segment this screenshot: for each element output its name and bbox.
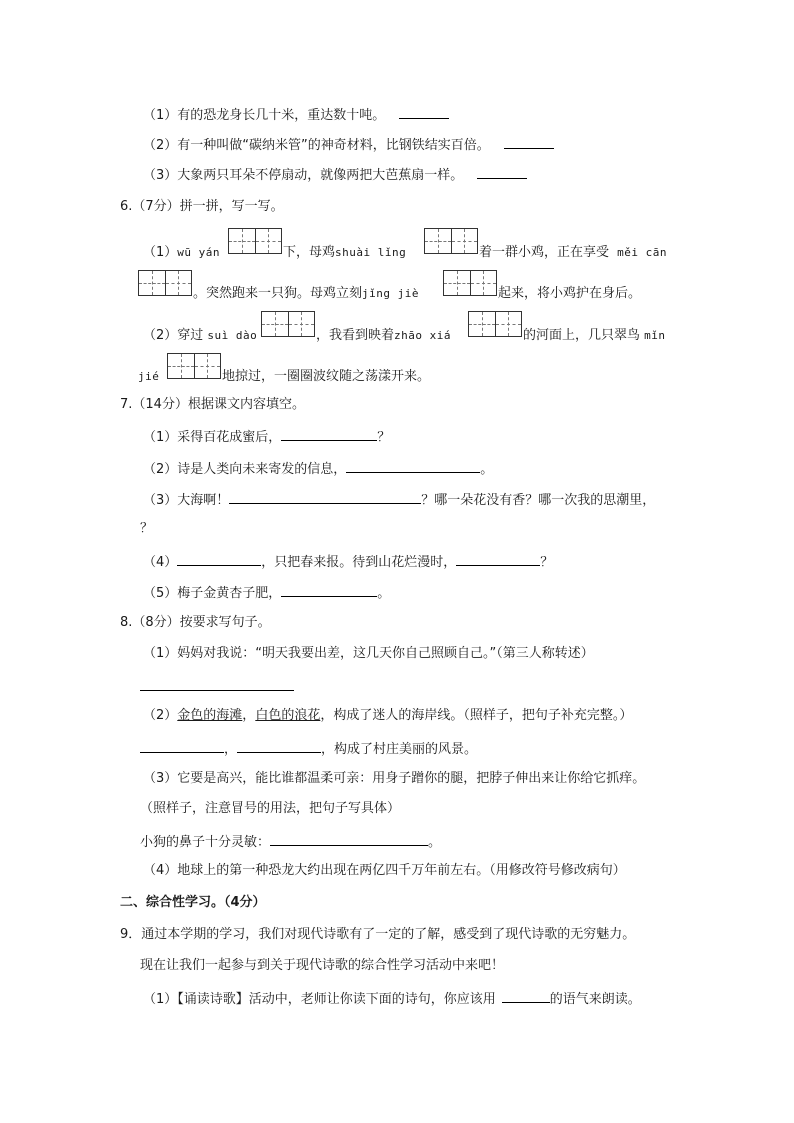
q6-header: 6.（7分）拼一拼，写一写。 [120,199,284,214]
answer-blank[interactable] [281,426,377,441]
write-grid[interactable] [138,270,192,296]
answer-blank[interactable] [456,551,540,566]
q5-item-1: （1）有的恐龙身长几十米，重达数十吨。 [143,104,449,125]
q8-header: 8.（8分）按要求写句子。 [120,615,271,630]
write-grid[interactable] [468,311,522,337]
answer-blank[interactable] [281,582,377,597]
q5-item-2: （2）有一种叫做“碳纳米管”的神奇材料，比钢铁结实百倍。 [143,134,554,155]
q6-line1: （1）wū yán [143,245,221,260]
answer-blank[interactable] [270,831,428,846]
answer-blank[interactable] [502,988,550,1003]
answer-blank[interactable] [177,551,261,566]
q7-header: 7.（14分）根据课文内容填空。 [120,397,305,412]
answer-blank[interactable] [477,164,527,179]
answer-blank[interactable] [346,458,480,473]
answer-blank[interactable] [229,489,421,504]
answer-blank[interactable] [504,134,554,149]
write-grid[interactable] [261,311,315,337]
write-grid[interactable] [167,353,221,379]
q5-item-3: （3）大象两只耳朵不停扇动，就像两把大芭蕉扇一样。 [143,164,527,185]
write-grid[interactable] [228,228,282,254]
answer-blank[interactable] [140,738,224,753]
write-grid[interactable] [424,228,478,254]
answer-blank[interactable] [399,104,449,119]
answer-blank[interactable] [140,676,294,691]
section-2-title: 二、综合性学习。（4分） [120,895,266,910]
answer-blank[interactable] [237,738,321,753]
write-grid[interactable] [443,270,497,296]
